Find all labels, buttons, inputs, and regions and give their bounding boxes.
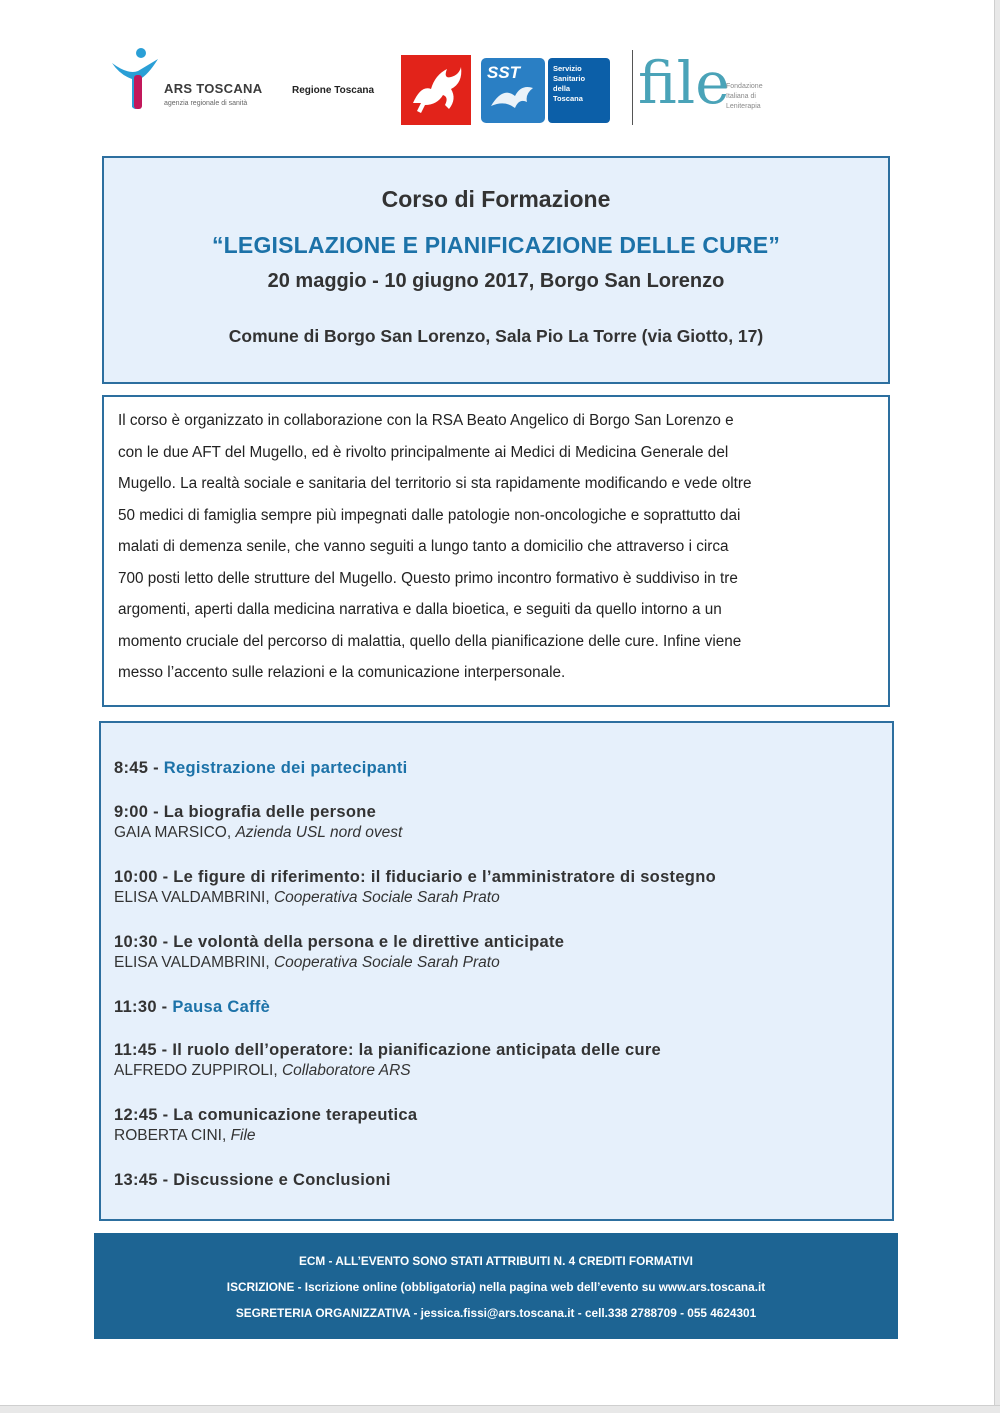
program-affiliation: Collaboratore ARS [281, 1062, 411, 1079]
program-affiliation: Cooperativa Sociale Sarah Prato [273, 889, 500, 906]
program-speaker: ALFREDO ZUPPIROLI, [114, 1062, 278, 1079]
program-time: 10:00 - [114, 868, 169, 886]
program-title: Pausa Caffè [172, 998, 271, 1016]
ars-name: ARS TOSCANA [164, 81, 263, 96]
window-edge-right [994, 0, 1000, 1413]
description-line: argomenti, aperti dalla medicina narrativa e dalla bioetica, e seguiti da quello intorno a un [118, 601, 722, 618]
program-title: Il ruolo dell’operatore: la pianificazione anticipata delle cure [172, 1041, 662, 1059]
program-time: 12:45 - [114, 1106, 169, 1124]
regione-toscana-logo [401, 55, 471, 125]
program-item [114, 997, 884, 1017]
program-item [114, 1040, 884, 1082]
program-title: La biografia delle persone [163, 803, 377, 821]
description-line: momento cruciale del percorso di malattia, quello della pianificazione delle cure. Infine viene [118, 632, 742, 650]
file-divider [632, 50, 633, 125]
sst-text-line: Servizio [553, 64, 582, 73]
course-title: “LEGISLAZIONE E PIANIFICAZIONE DELLE CURE” [211, 232, 781, 258]
file-desc-line: Fondazione [726, 83, 763, 90]
file-desc-line: Leniterapia [726, 103, 761, 110]
program-affiliation: File [230, 1127, 256, 1144]
course-description [118, 405, 876, 689]
program-title: Registrazione dei partecipanti [163, 759, 408, 777]
course-dates-place: 20 maggio - 10 giugno 2017, Borgo San Lorenzo [267, 270, 725, 292]
window-edge-bottom [0, 1405, 1000, 1413]
program-time: 8:45 - [114, 759, 159, 777]
sst-text-box [548, 58, 610, 123]
program-box [99, 721, 894, 1221]
description-line: Mugello. La realtà sociale e sanitaria del territorio si sta rapidamente modificando e vede oltre [118, 475, 752, 492]
program-item [114, 1170, 884, 1190]
ars-figure-icon [108, 45, 164, 115]
sst-emblem-icon [481, 58, 545, 123]
program-affiliation: Azienda USL nord ovest [235, 824, 403, 841]
course-description-box [102, 395, 890, 707]
ars-toscana-logo [108, 45, 268, 115]
program-speaker: ROBERTA CINI, [114, 1127, 227, 1144]
description-line: con le due AFT del Mugello, ed è rivolto principalmente ai Medici di Medicina Generale del [118, 443, 729, 461]
course-header-box [102, 156, 890, 384]
logos-row [108, 40, 808, 135]
program-item [114, 802, 884, 844]
course-label: Corso di Formazione [381, 186, 611, 212]
description-line: malati di demenza senile, che vanno seguiti a lungo tanto a domicilio che attraverso i circa [118, 538, 729, 555]
program-time: 9:00 - [114, 803, 159, 821]
file-logo-description [726, 82, 763, 112]
description-line: 50 medici di famiglia sempre più impegnati dalle patologie non-oncologiche e soprattutto dai [118, 506, 741, 524]
footer-iscrizione: ISCRIZIONE - Iscrizione online (obbligatoria) nella pagina web dell’evento su www.ars.toscana.it [226, 1280, 766, 1294]
footer-ecm: ECM - ALL’EVENTO SONO STATI ATTRIBUITI N. 4 CREDITI FORMATIVI [299, 1254, 693, 1268]
program-speaker: ELISA VALDAMBRINI, [114, 889, 270, 906]
sst-text-line: Sanitario [553, 74, 586, 83]
pegasus-icon [401, 55, 471, 125]
description-line: messo l’accento sulle relazioni e la comunicazione interpersonale. [118, 664, 566, 681]
description-line: Il corso è organizzato in collaborazione con la RSA Beato Angelico di Borgo San Lorenzo e [118, 412, 734, 429]
course-venue: Comune di Borgo San Lorenzo, Sala Pio La Torre (via Giotto, 17) [228, 326, 764, 346]
sst-text-line: Toscana [553, 94, 583, 103]
program-item [114, 1105, 884, 1147]
ars-subtitle: agenzia regionale di sanità [164, 100, 248, 107]
program-time: 11:30 - [114, 998, 168, 1016]
program-title: Le figure di riferimento: il fiduciario e l’amministratore di sostegno [173, 868, 716, 886]
program-time: 11:45 - [114, 1041, 168, 1059]
program-speaker: ELISA VALDAMBRINI, [114, 954, 270, 971]
file-logo-word: file [638, 49, 730, 117]
regione-toscana-label: Regione Toscana [292, 85, 375, 96]
program-speaker: GAIA MARSICO, [114, 824, 232, 841]
footer-segreteria: SEGRETERIA ORGANIZZATIVA - jessica.fissi@ars.toscana.it - cell.338 2788709 - 055 4624301 [235, 1306, 757, 1320]
program-item [114, 758, 884, 778]
program-title: Discussione e Conclusioni [173, 1171, 391, 1189]
program-time: 10:30 - [114, 933, 169, 951]
program-title: La comunicazione terapeutica [173, 1106, 418, 1124]
footer-info-box [94, 1233, 898, 1339]
program-affiliation: Cooperativa Sociale Sarah Prato [273, 954, 500, 971]
sst-logo [481, 58, 545, 123]
program-title: Le volontà della persona e le direttive anticipate [173, 933, 565, 951]
sst-text-line: della [553, 84, 571, 93]
program-item [114, 932, 884, 974]
description-line: 700 posti letto delle strutture del Mugello. Questo primo incontro formativo è suddiviso in tre [118, 569, 738, 587]
program-time: 13:45 - [114, 1171, 169, 1189]
program-item [114, 867, 884, 909]
sst-abbr: SST [487, 63, 521, 82]
file-desc-line: Italiana di [726, 93, 756, 100]
